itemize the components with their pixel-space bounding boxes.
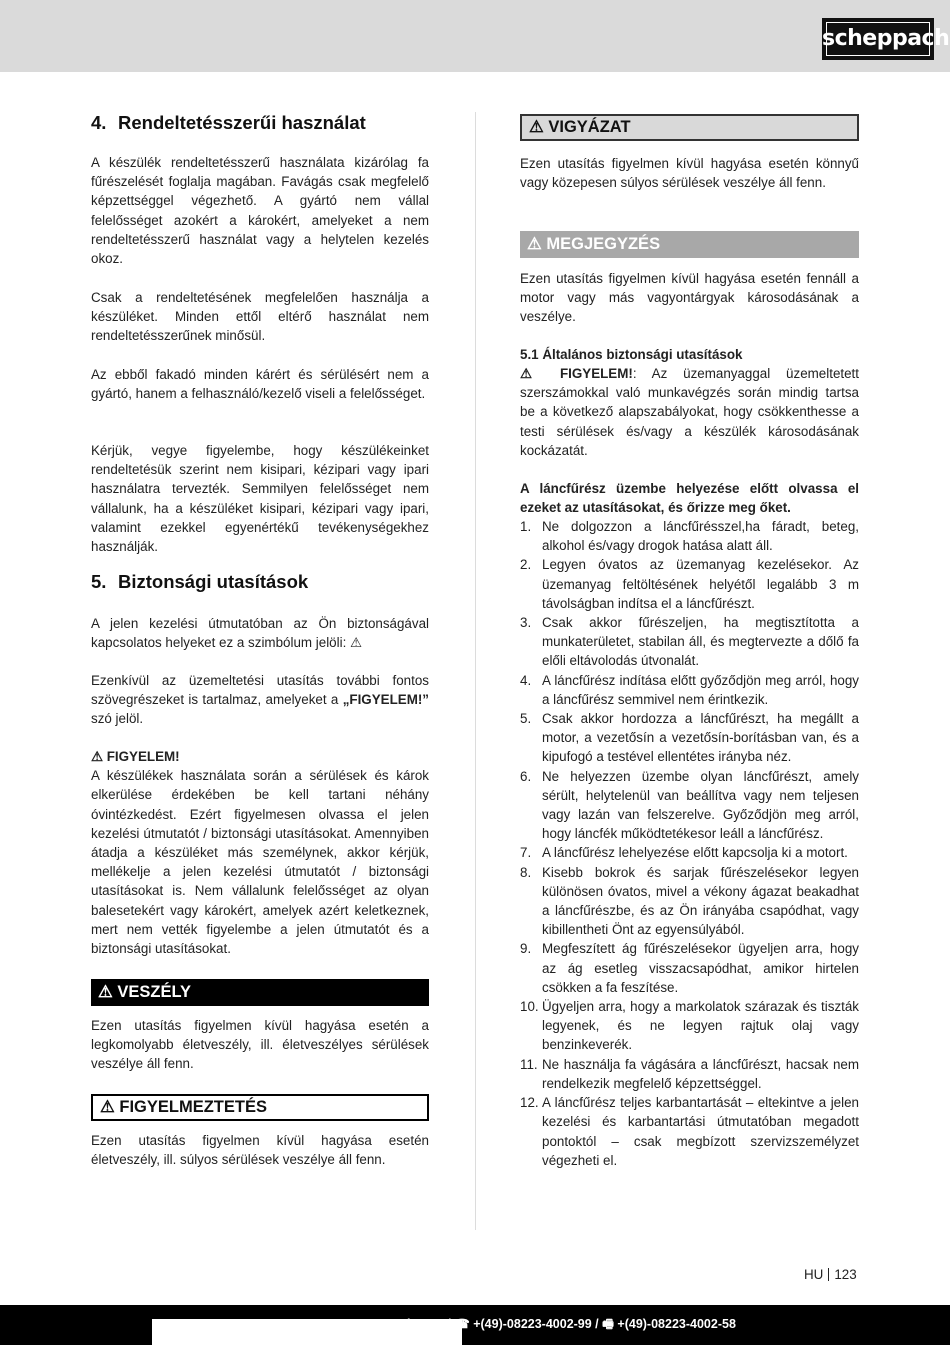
section-5-heading xyxy=(91,571,308,593)
list-item xyxy=(520,1055,859,1093)
list-item xyxy=(520,671,859,709)
figyelem-label: ⚠ FIGYELEM! xyxy=(91,749,180,764)
column-divider xyxy=(475,112,476,1230)
list-text: Legyen óvatos az üzemanyag kezelésekor. Az üzemanyag feltöltésének helyétől legalább 3 m távolságban indítsa el a láncfűrészt. xyxy=(542,557,859,611)
page-header xyxy=(0,0,950,72)
paragraph: A készülékek használata során a sérülések és károk elkerülése érdekében be kell tartani néhány óvintézkedést. Ezért figyelmesen olvassa el jelen kezelési útmutatót / biztonsági utasításokat. Amennyiben átadja a készüléket más személynek, akkor kérjük, mellékelje a jelen kezelési útmutatót / biztonsági utasításokat is. Nem vállalunk felelősséget az olyan balesetekért vagy károkért, amelyek azért keletkeznek, mert nem vették figyelembe a jelen útmutatót és a biztonsági utasításokat. xyxy=(91,768,429,957)
list-item xyxy=(520,555,859,613)
separator xyxy=(828,1268,829,1281)
list-item xyxy=(520,709,859,767)
section-title: Biztonsági utasítások xyxy=(118,571,309,592)
text-run: szó jelöl. xyxy=(91,711,144,727)
safety-rules-list xyxy=(520,517,859,1170)
section-5-1-heading: 5.1 Általános biztonsági utasítások xyxy=(520,347,743,362)
section-number: 5. xyxy=(91,571,107,592)
figyelem-label: ⚠ FIGYELEM! xyxy=(520,366,633,381)
list-number: 9. xyxy=(520,941,532,957)
list-number: 1. xyxy=(520,519,532,534)
banner-label: ⚠ VESZÉLY xyxy=(98,983,192,1001)
list-number: 4. xyxy=(520,672,532,688)
list-number: 3. xyxy=(520,615,532,631)
list-item xyxy=(520,1093,859,1170)
paragraph: Az ebből fakadó minden kárért és sérülésért nem a gyártó, hanem a felhasználó/kezelő viseli a felelősséget. xyxy=(91,367,429,402)
list-item xyxy=(520,767,859,844)
brand-name: scheppach xyxy=(822,26,950,51)
list-number: 8. xyxy=(520,864,532,880)
banner-label: ⚠ VIGYÁZAT xyxy=(529,118,631,136)
list-text: Ügyeljen arra, hogy a markolatok szárazak és tiszták legyenek, és ne legyen rajtuk olaj vagy benzinkeverék. xyxy=(542,999,859,1053)
list-number: 12. xyxy=(520,1095,539,1111)
paragraph: A készülék rendeltetésszerű használata kizárólag fa fűrészelését foglalja magában. Favágás csak megfelelő képzettséggel végezhető. A gyártó nem vállal felelősséget azokért a károkért, amelyeket a nem rendeltetésszerű használat vagy a helytelen kezelés okoz. xyxy=(91,155,429,267)
list-number: 11. xyxy=(520,1056,538,1072)
footer-contact: ch.com / ☎ +(49)-08223-4002-99 / 🖷 +(49)-08223-4002-58 xyxy=(400,1317,736,1331)
paragraph: Kérjük, vegye figyelembe, hogy készülékeinket rendeltetésük szerint nem kisipari, kézipari vagy ipari használatra tervezték. Semmilyen felelősséget nem vállalunk, ha a készüléket kisipari, kézipari vagy ipari, valamint ezekkel egyenértékű tevékenységekhez használják. xyxy=(91,443,429,555)
list-item xyxy=(520,997,859,1055)
list-text: Ne helyezzen üzembe olyan láncfűrészt, amely sérült, helytelenül van beállítva vagy nem teljesen vagy lazán van felszerelve. Győződjön meg arról, hogy láncfék működtetékesor leáll a láncfűrész. xyxy=(542,768,859,842)
page-footer xyxy=(0,1305,950,1345)
bold-instruction: A láncfűrész üzembe helyezése előtt olvassa el ezeket az utasításokat, és őrizze meg őket. xyxy=(520,481,859,516)
paragraph: Ezen utasítás figyelmen kívül hagyása esetén életveszély, ill. súlyos sérülések veszélye áll fenn. xyxy=(91,1133,429,1168)
paragraph: Ezen utasítás figyelmen kívül hagyása esetén fennáll a motor vagy más vagyontárgyak károsodásának a veszélye. xyxy=(520,271,859,325)
paragraph: Ezen utasítás figyelmen kívül hagyása esetén könnyű vagy közepesen súlyos sérülések veszélye áll fenn. xyxy=(520,156,859,191)
list-text: Kisebb bokrok és sarjak fűrészelésekor legyen különösen óvatos, mivel a vékony ágazat beakadhat a láncfűrészbe, és az Ön irányába csapódhat, vagy kibillentheti Önt az egyensúlyából. xyxy=(542,864,859,938)
list-number: 5. xyxy=(520,711,532,727)
language-code: HU xyxy=(804,1267,824,1282)
list-item xyxy=(520,843,859,862)
brand-logo xyxy=(822,18,950,60)
section-4-heading xyxy=(91,112,366,134)
paragraph: A jelen kezelési útmutatóban az Ön biztonságával kapcsolatos helyeket ez a szimbólum jelöli: ⚠ xyxy=(91,616,429,651)
list-item xyxy=(520,613,859,671)
page-number xyxy=(804,1265,857,1284)
list-number: 7. xyxy=(520,845,532,861)
list-number: 2. xyxy=(520,557,532,573)
list-text: Csak akkor hordozza a láncfűrészt, ha megállt a motor, a vezetősín a vezetősín-borításban van, és a kipufogó a testével ellentétes irányba néz. xyxy=(542,711,859,765)
veszely-banner xyxy=(91,979,429,1006)
section-number: 4. xyxy=(91,112,107,133)
list-item xyxy=(520,517,859,555)
paragraph xyxy=(520,364,859,460)
figyelem-block xyxy=(91,747,429,958)
bold-term: „FIGYELEM!” xyxy=(342,692,429,708)
page-num: 123 xyxy=(834,1267,857,1282)
list-number: 10. xyxy=(520,999,539,1015)
megjegyzes-banner xyxy=(520,231,859,258)
paragraph: Csak a rendeltetésének megfelelően használja a készüléket. Minden ettől eltérő használat nem rendeltetésszerűnek minősül. xyxy=(91,290,429,344)
text-run: Ezenkívül az üzemeltetési utasítás további fontos szövegrészeket is tartalmaz, amelyeket a xyxy=(91,673,429,708)
list-item xyxy=(520,939,859,997)
list-text: A láncfűrész lehelyezése előtt kapcsolja ki a motort. xyxy=(542,845,848,861)
vigyazat-banner xyxy=(520,114,859,141)
section-title: Rendeltetésszerűi használat xyxy=(118,112,366,133)
text-run: : Az üzemanyaggal üzemeltetett szerszámokkal való munkavégzés során mindig tartsa be a következő alapszabályokat, hogy csökkenthesse a testi sérülések és/vagy a készülék károsodásának kockázatát. xyxy=(520,366,859,458)
list-text: Megfeszített ág fűrészelésekor ügyeljen arra, hogy az ág esetleg visszacsapódhat, amikor hirtelen csökken a fa feszítése. xyxy=(542,941,859,995)
list-text: Csak akkor fűrészeljen, ha megtisztította a munkaterületet, stabilan áll, és megtervezte a dőlő fa előli eltávolodás útvonalát. xyxy=(542,615,859,669)
paragraph: Ezen utasítás figyelmen kívül hagyása esetén a legkomolyabb életveszély, ill. életveszélyes sérülések veszélye áll fenn. xyxy=(91,1018,429,1072)
banner-label: ⚠ MEGJEGYZÉS xyxy=(527,235,661,253)
list-text: Ne dolgozzon a láncfűrésszel,ha fáradt, beteg, alkohol és/vagy drogok hatása alatt áll. xyxy=(542,519,859,554)
list-text: A láncfűrész teljes karbantartását – eltekintve a jelen kezelési és karbantartási útmutatóban megadott pontoktól – csak megbízott szervizszemélyzet végezheti el. xyxy=(542,1095,859,1168)
list-text: A láncfűrész indítása előtt győződjön meg arról, hogy a láncfűrész semmivel nem érintkezik. xyxy=(542,672,859,707)
banner-label: ⚠ FIGYELMEZTETÉS xyxy=(100,1098,267,1116)
figyelmeztetes-banner xyxy=(91,1094,429,1121)
list-text: Ne használja fa vágására a láncfűrészt, hacsak nem rendelkezik megfelelő képzettséggel. xyxy=(542,1056,859,1091)
list-number: 6. xyxy=(520,768,532,784)
paragraph xyxy=(91,671,429,729)
list-item xyxy=(520,863,859,940)
